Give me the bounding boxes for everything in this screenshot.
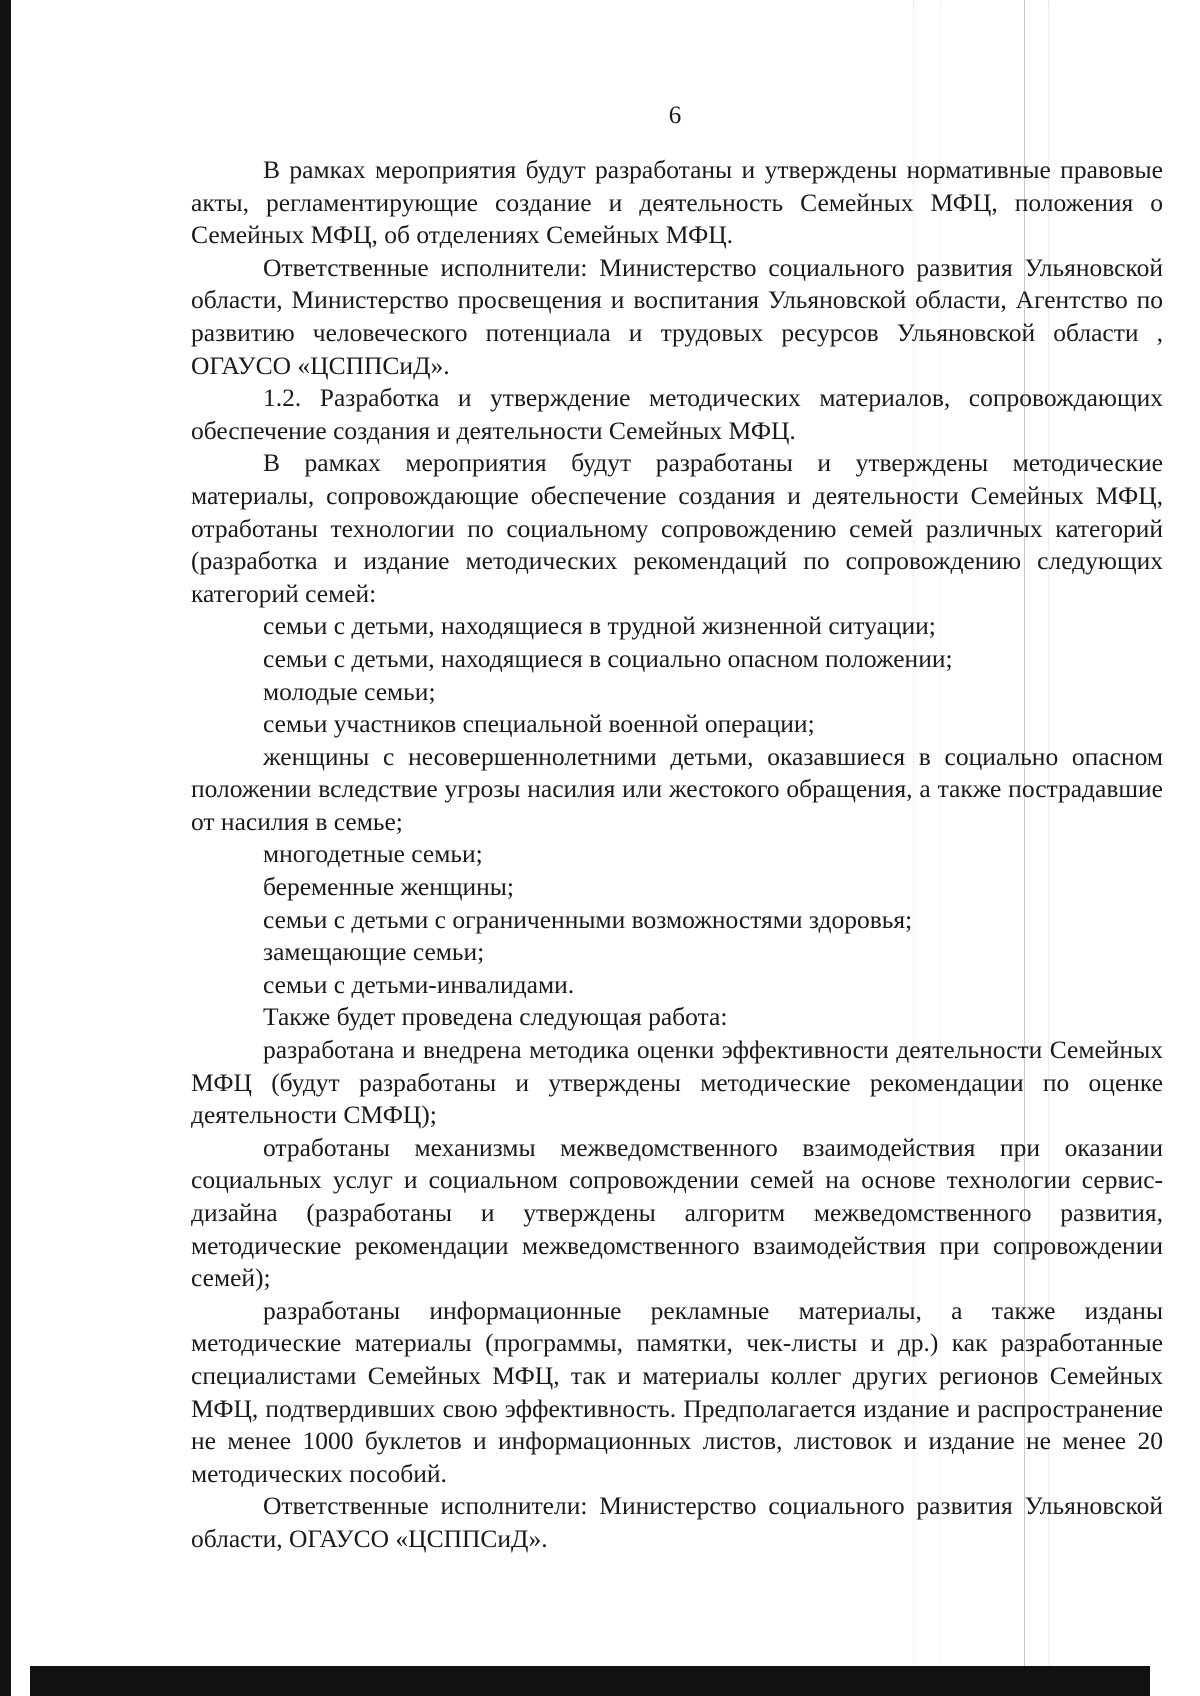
paragraph-evaluation-method: разработана и внедрена методика оценки эффективности деятельности Семейных МФЦ (будут разработаны и утверждены методические рекомендации по оценке деятельности СМФЦ);: [191, 1035, 1163, 1130]
paragraph-information-materials: разработаны информационные рекламные материалы, а также изданы методические материалы (программы, памятки, чек-листы и др.) как разработанные специалистами Семейных МФЦ, так и материалы коллег других регионов Семейных МФЦ, подтвердивших свою эффективность. Предполагается издание и распространение не менее 1000 буклетов и информационных листов, листовок и издание не менее 20 методических пособий.: [191, 1295, 1163, 1488]
paragraph-normative-acts: В рамках мероприятия будут разработаны и утверждены нормативные правовые акты, регламентирующие создание и деятельность Семейных МФЦ, положения о Семейных МФЦ, об отделениях Семейных МФЦ.: [191, 155, 1163, 250]
document-body: [191, 154, 1163, 1556]
list-item: семьи участников специальной военной операции;: [263, 709, 815, 739]
list-item: семьи с детьми-инвалидами.: [263, 969, 575, 999]
list-item: многодетные семьи;: [263, 839, 483, 869]
paragraph-interagency-mechanisms: отработаны механизмы межведомственного взаимодействия при оказании социальных услуг и социальном сопровождении семей на основе технологии сервис-дизайна (разработаны и утверждены алгоритм межведомственного развития, методические рекомендации межведомственного взаимодействия при сопровождении семей);: [191, 1132, 1163, 1293]
paragraph-methodical-materials: В рамках мероприятия будут разработаны и утверждены методические материалы, сопровождающие обеспечение создания и деятельности Семейных МФЦ, отработаны технологии по социальному сопровождению семей различных категорий (разработка и издание методических рекомендаций по сопровождению следующих категорий семей:: [191, 448, 1163, 608]
list-item: замещающие семьи;: [263, 937, 485, 967]
list-item: молодые семьи;: [263, 676, 436, 706]
scan-edge-bottom: [30, 1666, 1150, 1696]
paragraph-section-1-2: 1.2. Разработка и утверждение методических материалов, сопровождающих обеспечение создания и деятельности Семейных МФЦ.: [191, 383, 1163, 445]
list-item: женщины с несовершеннолетними детьми, оказавшиеся в социально опасном положении вследствие угрозы насилия или жестокого обращения, а также пострадавшие от насилия в семье;: [191, 741, 1163, 836]
list-item: беременные женщины;: [263, 872, 514, 902]
list-item: семьи с детьми, находящиеся в социально опасном положении;: [263, 643, 953, 673]
paragraph-responsible-executors: Ответственные исполнители: Министерство социального развития Ульяновской области, Министерство просвещения и воспитания Ульяновской области, Агентство по развитию человеческого потенциала и трудовых ресурсов Ульяновской области , ОГАУСО «ЦСППСиД».: [191, 252, 1163, 380]
list-item: семьи с детьми с ограниченными возможностями здоровья;: [263, 904, 913, 934]
paragraph-also-work: Также будет проведена следующая работа:: [263, 1002, 728, 1032]
scan-edge-left: [0, 0, 11, 1696]
list-item: семьи с детьми, находящиеся в трудной жизненной ситуации;: [263, 611, 936, 641]
page-number: 6: [668, 102, 682, 129]
paragraph-responsible-executors-2: Ответственные исполнители: Министерство социального развития Ульяновской области, ОГАУСО «ЦСППСиД».: [191, 1491, 1163, 1553]
